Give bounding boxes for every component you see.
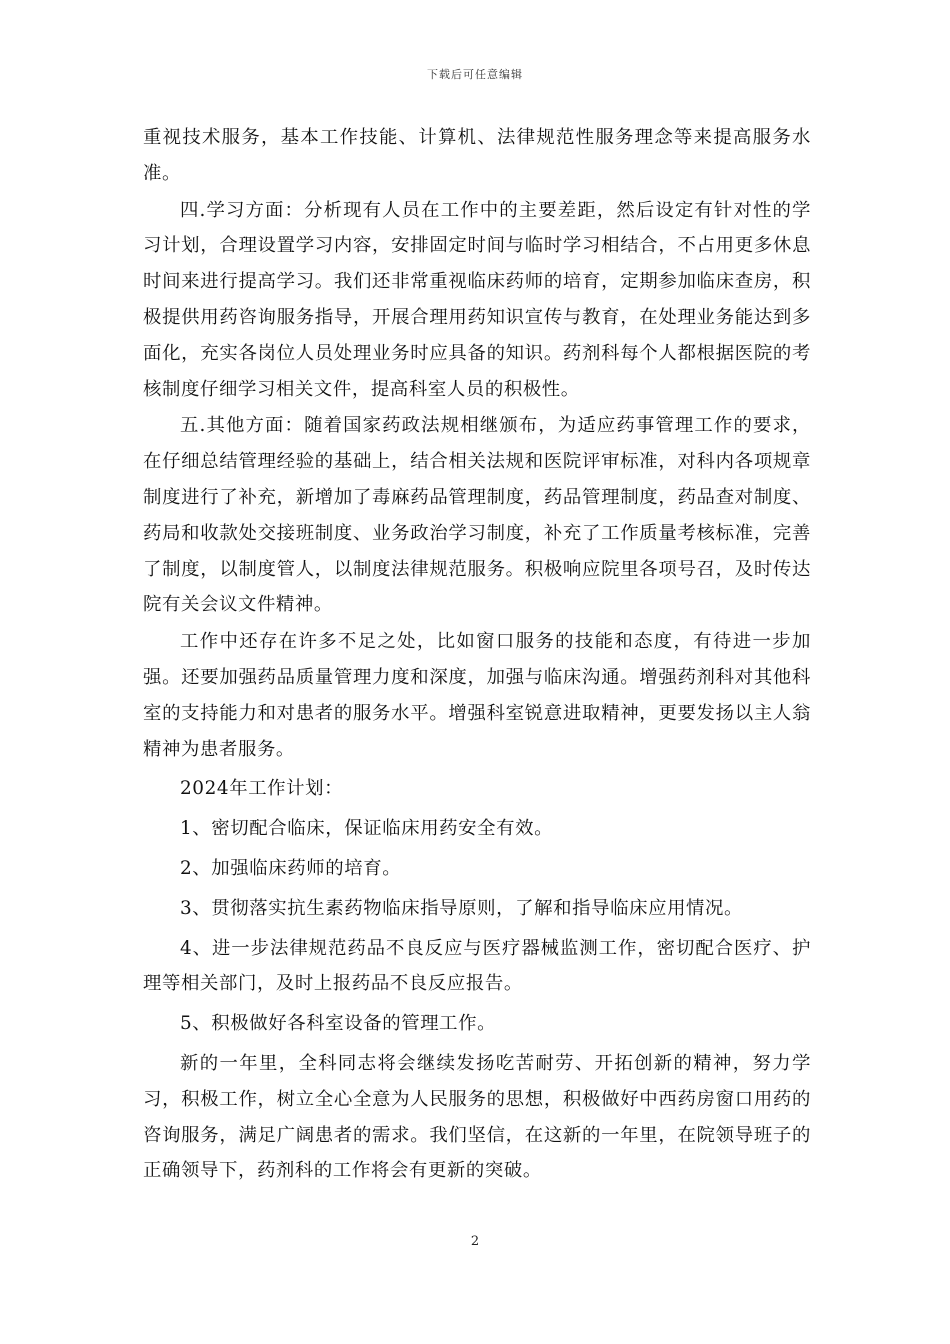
plan-item-4: 4、进一步法律规范药品不良反应与医疗器械监测工作，密切配合医疗、护理等相关部门，及时上报药品不良反应报告。 (143, 937, 811, 995)
plan-item-5: 5、积极做好各科室设备的管理工作。 (180, 1013, 497, 1035)
plan-heading: 2024年工作计划： (180, 778, 344, 800)
plan-item-1: 1、密切配合临床，保证临床用药安全有效。 (180, 818, 554, 840)
page-number: 2 (470, 1234, 480, 1249)
plan-item-2: 2、加强临床药师的培育。 (180, 857, 402, 879)
paragraph-other: 五.其他方面：随着国家药政法规相继颁布，为适应药事管理工作的要求，在仔细总结管理经验的基础上，结合相关法规和医院评审标准，对科内各项规章制度进行了补充，新增加了毒麻药品管理制度，药品管理制度，药品查对制度、药局和收款处交接班制度、业务政治学习制度，补充了工作质量考核标准，完善了制度，以制度管人，以制度法律规范服务。积极响应院里各项号召，及时传达院有关会议文件精神。 (143, 415, 811, 616)
page-header: 下载后可任意编辑 (427, 68, 523, 81)
paragraph-conclusion: 新的一年里，全科同志将会继续发扬吃苦耐劳、开拓创新的精神，努力学习，积极工作，树立全心全意为人民服务的思想，积极做好中西药房窗口用药的咨询服务，满足广阔患者的需求。我们坚信，在这新的一年里，在院领导班子的正确领导下，药剂科的工作将会有更新的突破。 (143, 1052, 811, 1182)
plan-item-3: 3、贯彻落实抗生素药物临床指导原则，了解和指导临床应用情况。 (180, 897, 744, 919)
paragraph-shortcomings: 工作中还存在许多不足之处，比如窗口服务的技能和态度，有待进一步加强。还要加强药品质量管理力度和深度，加强与临床沟通。增强药剂科对其他科室的支持能力和对患者的服务水平。增强科室锐意进取精神，更要发扬以主人翁精神为患者服务。 (143, 631, 811, 760)
paragraph-continuation: 重视技术服务，基本工作技能、计算机、法律规范性服务理念等来提高服务水准。 (143, 127, 811, 184)
paragraph-study: 四.学习方面：分析现有人员在工作中的主要差距，然后设定有针对性的学习计划，合理设置学习内容，安排固定时间与临时学习相结合，不占用更多休息时间来进行提高学习。我们还非常重视临床药师的培育，定期参加临床查房，积极提供用药咨询服务指导，开展合理用药知识宣传与教育，在处理业务能达到多面化，充实各岗位人员处理业务时应具备的知识。药剂科每个人都根据医院的考核制度仔细学习相关文件，提高科室人员的积极性。 (143, 199, 811, 400)
document-body (143, 120, 811, 1189)
